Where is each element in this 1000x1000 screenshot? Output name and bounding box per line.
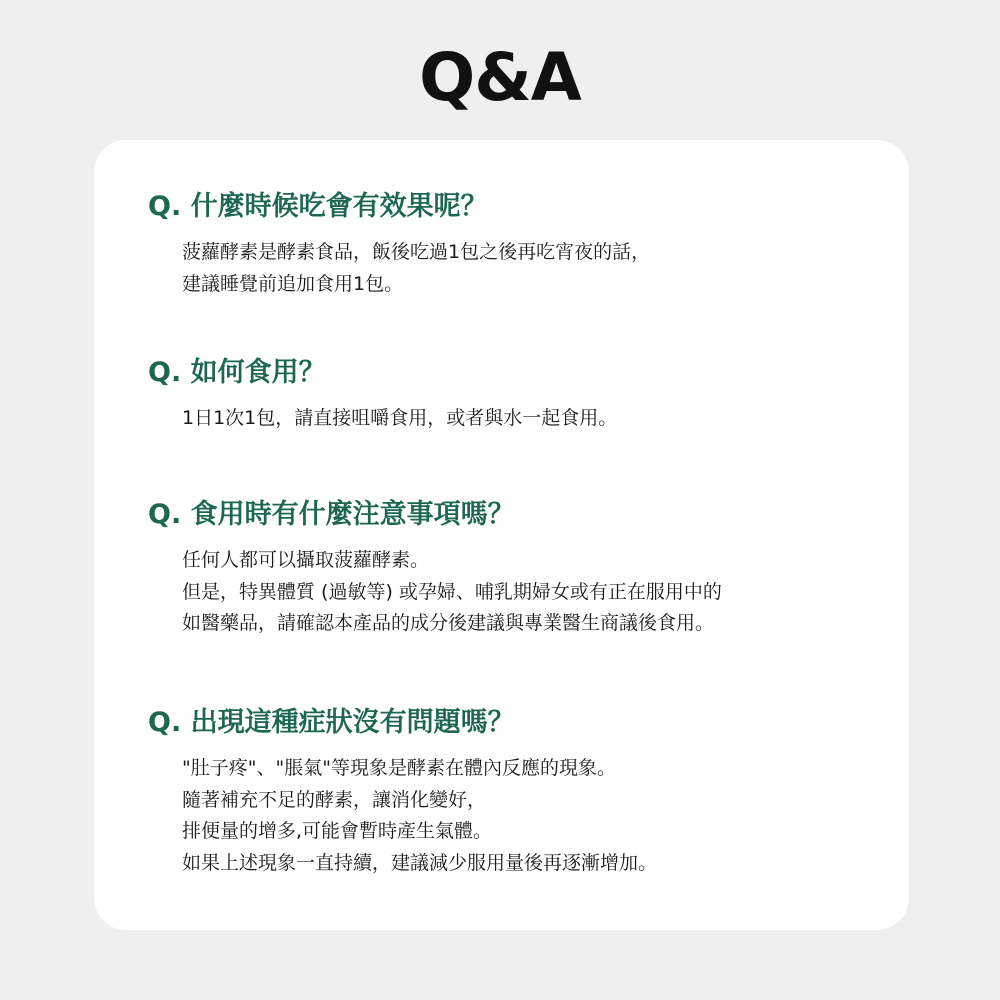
faq-question: Q. 什麼時候吃會有效果呢？: [148, 191, 488, 222]
faq-item-symptoms: [148, 705, 888, 879]
faq-answer: [148, 237, 888, 300]
faq-question: Q. 出現這種症狀沒有問題嗎？: [148, 707, 515, 738]
faq-answer: [148, 403, 888, 435]
faq-answer-line: 如果上述現象一直持續，建議減少服用量後再逐漸增加。: [182, 851, 658, 874]
faq-answer: [148, 753, 888, 879]
faq-answer-line: 任何人都可以攝取菠蘿酵素。: [182, 549, 430, 571]
faq-answer-line: "肚子疼"、"脹氣"等現象是酵素在體內反應的現象。: [182, 757, 616, 779]
faq-item-how-to-take: [148, 355, 888, 435]
faq-answer-line: 建議睡覺前追加食用1包。: [182, 272, 404, 295]
faq-card: [94, 140, 909, 930]
faq-answer-line: 菠蘿酵素是酵素食品，飯後吃過1包之後再吃宵夜的話，: [182, 241, 651, 263]
faq-answer-line: 1日1次1包，請直接咀嚼食用，或者與水一起食用。: [182, 407, 618, 429]
faq-question: Q. 如何食用？: [148, 357, 326, 388]
faq-answer: [148, 545, 888, 640]
faq-answer-line: 但是，特異體質 (過敏等) 或孕婦、哺乳期婦女或有正在服用中的: [182, 580, 722, 603]
faq-question: Q. 食用時有什麼注意事項嗎？: [148, 499, 515, 530]
faq-answer-line: 排便量的增多,可能會暫時產生氣體。: [182, 820, 493, 842]
faq-item-precautions: [148, 497, 888, 640]
faq-answer-line: 隨著補充不足的酵素，讓消化變好，: [182, 788, 487, 811]
page-title: Q&A: [419, 39, 581, 116]
faq-answer-line: 如醫藥品，請確認本產品的成分後建議與專業醫生商議後食用。: [182, 612, 715, 634]
faq-item-effect-timing: [148, 189, 888, 300]
